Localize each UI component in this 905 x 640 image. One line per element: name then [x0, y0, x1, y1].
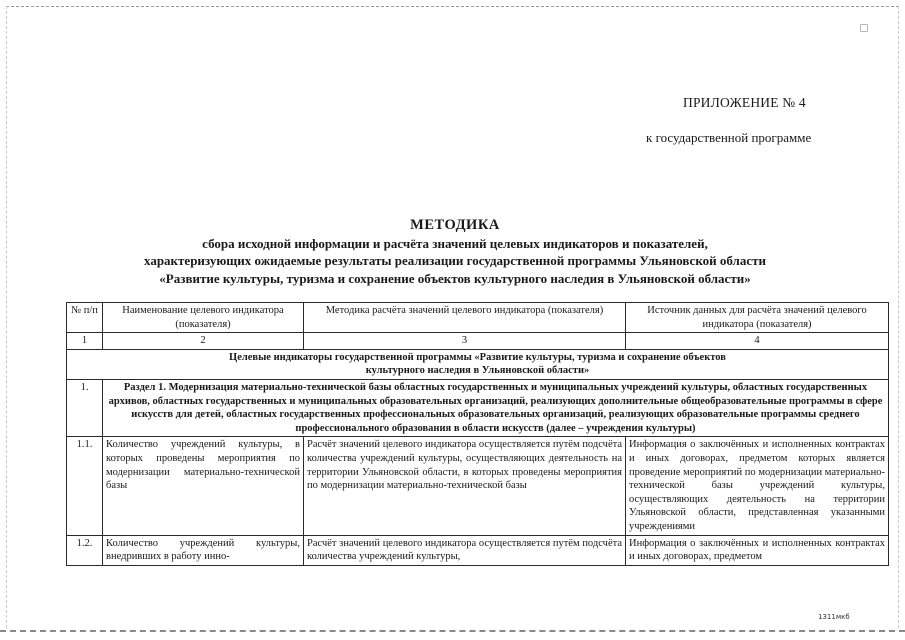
- header-source: Источник данных для расчёта значений целевого индикатора (показателя): [626, 303, 889, 333]
- scan-mark: [860, 24, 868, 32]
- column-number: 2: [103, 333, 304, 350]
- section-title: Раздел 1. Модернизация материально-технической базы областных государственных и муниципальных учреждений культуры, областных государственных архивов, областных государственных и муниципальных образовательных организаций, реализующих дополнительные общеобразовательные программы в сфере искусств для детей, областных государственных профессиональных образовательных организаций, реализующих образовательные программы среднего профессионального образования в области искусств (далее – учреждения культуры): [103, 379, 889, 436]
- table-row: [67, 535, 889, 565]
- column-number: 4: [626, 333, 889, 350]
- group-title-row: [67, 349, 889, 379]
- row-number: 1.1.: [67, 437, 103, 535]
- heading-line-4: «Развитие культуры, туризма и сохранение объектов культурного наследия в Ульяновской области»: [159, 270, 751, 286]
- page-edge-bottom: [0, 630, 905, 632]
- header-method: Методика расчёта значений целевого индикатора (показателя): [304, 303, 626, 333]
- document-heading: [60, 217, 850, 287]
- indicator-name: Количество учреждений культуры, внедривших в работу инно-: [103, 535, 304, 565]
- column-number: 3: [304, 333, 626, 350]
- heading-line-2: сбора исходной информации и расчёта значений целевых индикаторов и показателей,: [202, 235, 708, 251]
- calculation-method: Расчёт значений целевого индикатора осуществляется путём подсчёта количества учреждений культуры,: [304, 535, 626, 565]
- page-edge-left: [6, 6, 7, 628]
- table-header-row: [67, 303, 889, 333]
- group-title: Целевые индикаторы государственной программы «Развитие культуры, туризма и сохранение объектов культурного наследия в Ульяновской области»: [67, 349, 889, 379]
- row-number: 1.2.: [67, 535, 103, 565]
- column-number: 1: [67, 333, 103, 350]
- section-number: 1.: [67, 379, 103, 436]
- page-edge-right: [898, 6, 899, 628]
- table-row: [67, 437, 889, 535]
- calculation-method: Расчёт значений целевого индикатора осуществляется путём подсчёта количества учреждений культуры, осуществляющих деятельность на территории Ульяновской области, в которых проведены мероприятия по модернизации материально-технической базы: [304, 437, 626, 535]
- indicator-name: Количество учреждений культуры, в которых проведены мероприятия по модернизации материально-технической базы: [103, 437, 304, 535]
- data-source: Информация о заключённых и исполненных контрактах и иных договорах, предметом: [626, 535, 889, 565]
- header-number: № п/п: [67, 303, 103, 333]
- heading-title: МЕТОДИКА: [410, 217, 500, 233]
- appendix-title: ПРИЛОЖЕНИЕ № 4: [683, 95, 806, 110]
- page-edge-top: [6, 6, 899, 7]
- header-indicator-name: Наименование целевого индикатора (показателя): [103, 303, 304, 333]
- document-stamp: 1311мкб: [818, 613, 850, 621]
- appendix-subtitle: к государственной программе: [646, 130, 812, 145]
- column-numbers-row: [67, 333, 889, 350]
- indicators-table: [66, 302, 889, 566]
- data-source: Информация о заключённых и исполненных контрактах и иных договорах, предметом которых является проведение мероприятий по модернизации материально-технической базы учреждений культуры, осуществляющих деятельность на территории Ульяновской области, представленная указанными учреждениями: [626, 437, 889, 535]
- heading-line-3: характеризующих ожидаемые результаты реализации государственной программы Ульяновской области: [144, 253, 766, 268]
- section-row: [67, 379, 889, 436]
